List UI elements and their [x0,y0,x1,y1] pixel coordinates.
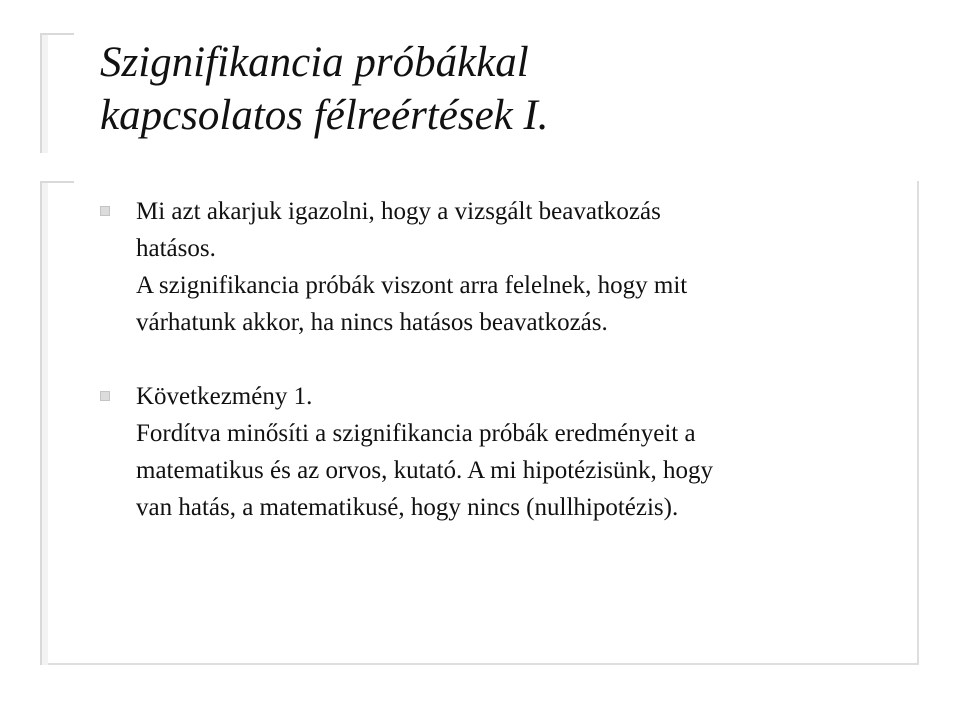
slide-content [100,193,900,526]
bullet-item-2 [100,378,900,526]
bullet-1-line-2: hatásos. [136,235,216,262]
slide-title-line-1: Szignifikancia próbákkal [100,39,529,86]
bullet-2-line-4: van hatás, a matematikusé, hogy nincs (nullhipotézis). [136,494,679,521]
bullet-2-line-2: Fordítva minősíti a szignifikancia próbák eredményeit a [136,420,696,447]
bullet-2-line-3: matematikus és az orvos, kutató. A mi hipotézisünk, hogy [136,457,714,484]
bullet-item-1 [100,193,900,341]
slide-title [100,36,549,142]
bullet-2-line-1: Következmény 1. [136,383,313,410]
content-frame-bracket [40,181,74,665]
bullet-1-line-4: várhatunk akkor, ha nincs hatásos beavatkozás. [136,309,608,336]
bullet-1-line-1: Mi azt akarjuk igazolni, hogy a vizsgált beavatkozás [136,198,661,225]
bullet-1-line-3: A szignifikancia próbák viszont arra felelnek, hogy mit [136,272,688,299]
square-bullet-icon [100,391,110,401]
title-frame-bracket [40,33,74,153]
square-bullet-icon [100,206,110,216]
slide-title-line-2: kapcsolatos félreértések I. [100,92,549,139]
